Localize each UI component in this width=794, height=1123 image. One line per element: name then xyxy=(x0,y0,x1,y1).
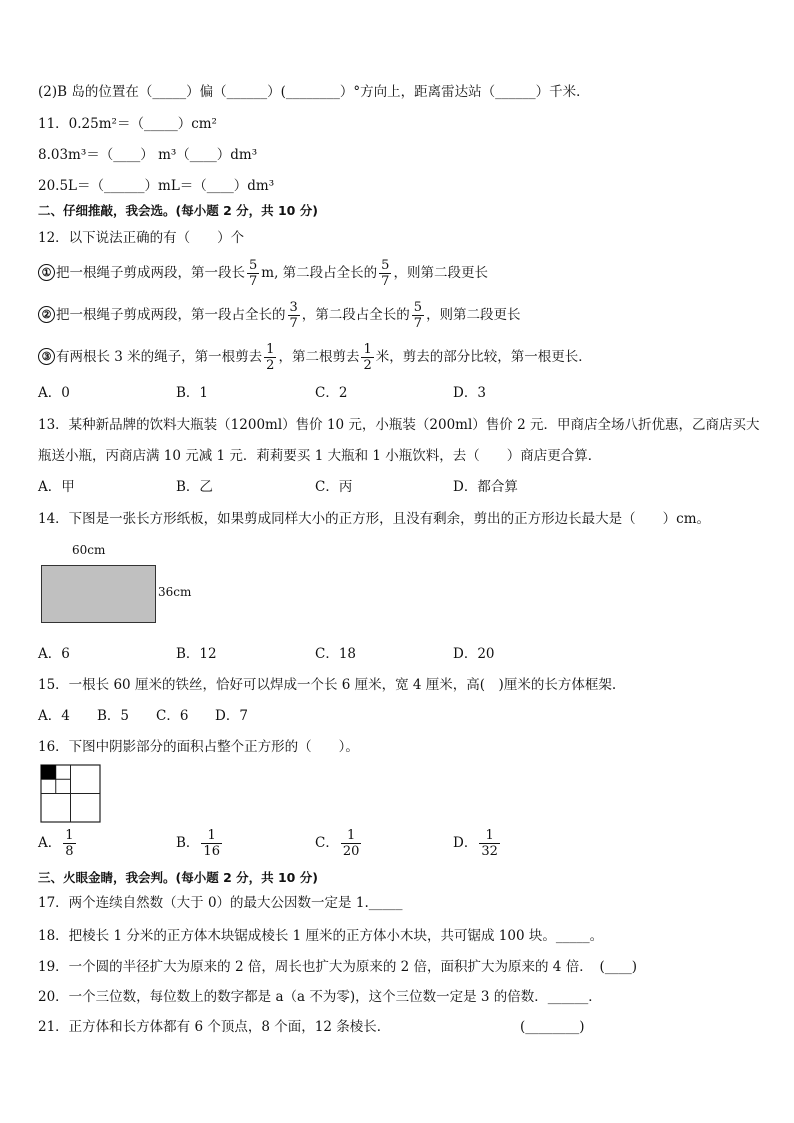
q15-option-c[interactable]: C．6 xyxy=(156,708,189,724)
q16-option-d[interactable]: D． $\frac{1}{32}$ xyxy=(453,828,498,859)
fraction: $\frac{1}{8}$ xyxy=(65,828,74,859)
q13-option-a[interactable]: A．甲 xyxy=(38,479,75,495)
q12-statement-3: ③ 有两根长 3 米的绳子，第一根剪去 $\frac{1}{2}$ ，第二根剪去 $\frac{1}{2}$ 米，剪去的部分比较，第一根更长． xyxy=(38,340,592,374)
q14-stem: 14．下图是一张长方形纸板，如果剪成同样大小的正方形，且没有剩余，剪出的正方形边长最大是（ ）cm。 xyxy=(38,511,711,527)
q12-statement-1: ① 把一根绳子剪成两段，第一段长 $\frac{5}{7}$ m, 第二段占全长的 $\frac{5}{7}$ ，则第二段更长 xyxy=(38,256,488,290)
rectangle-width-label: 60cm xyxy=(72,543,106,557)
q11-line1: 11．0.25m²＝（_____）cm² xyxy=(38,116,217,132)
shaded-square-figure xyxy=(40,764,102,824)
q16-option-c[interactable]: C． $\frac{1}{20}$ xyxy=(315,828,360,859)
fraction: $\frac{1}{2}$ xyxy=(363,342,372,373)
q12-stem: 12．以下说法正确的有（ ）个 xyxy=(38,230,245,246)
q13-line2: 瓶送小瓶，丙商店满 10 元减 1 元．莉莉要买 1 大瓶和 1 小瓶饮料，去（ ）商店更合算． xyxy=(38,448,602,464)
q15-option-b[interactable]: B．5 xyxy=(97,708,130,724)
fraction: $\frac{5}{7}$ xyxy=(249,258,258,289)
circled-number-1: ① xyxy=(38,264,55,281)
q12-option-c[interactable]: C．2 xyxy=(315,385,348,401)
q13-option-d[interactable]: D．都合算 xyxy=(453,479,518,495)
q21-answer-blank[interactable]: (________) xyxy=(520,1019,585,1035)
circled-number-2: ② xyxy=(38,306,55,323)
q21-statement: 21．正方体和长方体都有 6 个顶点，8 个面，12 条棱长． xyxy=(38,1019,391,1035)
circled-number-3: ③ xyxy=(38,348,55,365)
q14-option-a[interactable]: A．6 xyxy=(38,646,70,662)
q12-option-d[interactable]: D．3 xyxy=(453,385,486,401)
q16-stem: 16．下图中阴影部分的面积占整个正方形的（ ）。 xyxy=(38,739,359,755)
q15-option-a[interactable]: A．4 xyxy=(38,708,70,724)
q12-option-b[interactable]: B．1 xyxy=(176,385,209,401)
fraction: $\frac{1}{20}$ xyxy=(342,828,360,859)
q17-statement: 17．两个连续自然数（大于 0）的最大公因数一定是 1._____ xyxy=(38,895,403,911)
q12-statement-2: ② 把一根绳子剪成两段，第一段占全长的 $\frac{3}{7}$ ，第二段占全长的 $\frac{5}{7}$ ，则第二段更长 xyxy=(38,298,521,332)
q14-option-b[interactable]: B．12 xyxy=(176,646,217,662)
fraction: $\frac{5}{7}$ xyxy=(381,258,390,289)
q14-option-c[interactable]: C．18 xyxy=(315,646,357,662)
q13-line1: 13．某种新品牌的饮料大瓶装（1200ml）售价 10 元，小瓶装（200ml）售价 2 元．甲商店全场八折优惠，乙商店买大 xyxy=(38,417,760,433)
q13-option-b[interactable]: B．乙 xyxy=(176,479,213,495)
q11-line3: 20.5L＝（______）mL＝（____）dm³ xyxy=(38,178,275,194)
rectangle-height-label: 36cm xyxy=(158,585,192,599)
q14-option-d[interactable]: D．20 xyxy=(453,646,495,662)
q20-statement: 20．一个三位数，每位数上的数字都是 a（a 不为零)，这个三位数一定是 3 的倍数．______． xyxy=(38,989,602,1005)
shaded-cell xyxy=(41,765,56,779)
q18-statement: 18．把棱长 1 分米的正方体木块锯成棱长 1 厘米的正方体小木块，共可锯成 100 块。_____。 xyxy=(38,928,604,944)
q16-option-b[interactable]: B． $\frac{1}{16}$ xyxy=(176,828,220,859)
q10-part2: (2)B 岛的位置在（_____）偏（______）(________）°方向上，距离雷达站（______）千米． xyxy=(38,84,590,100)
fraction: $\frac{3}{7}$ xyxy=(289,300,298,331)
q13-option-c[interactable]: C．丙 xyxy=(315,479,353,495)
section2-title: 二、仔细推敲，我会选。(每小题 2 分，共 10 分) xyxy=(38,203,318,218)
q15-option-d[interactable]: D．7 xyxy=(215,708,248,724)
fraction: $\frac{5}{7}$ xyxy=(413,300,423,331)
fraction: $\frac{1}{32}$ xyxy=(481,828,498,859)
fraction: $\frac{1}{2}$ xyxy=(266,342,275,373)
section3-title: 三、火眼金睛，我会判。(每小题 2 分，共 10 分) xyxy=(38,870,318,885)
q11-line2: 8.03m³＝（____） m³（____）dm³ xyxy=(38,147,258,163)
q12-option-a[interactable]: A．0 xyxy=(38,385,70,401)
fraction: $\frac{1}{16}$ xyxy=(203,828,220,859)
cardboard-rectangle xyxy=(41,565,156,623)
q19-statement: 19．一个圆的半径扩大为原来的 2 倍，周长也扩大为原来的 2 倍，面积扩大为原来的 4 倍． (____) xyxy=(38,959,637,975)
q16-option-a[interactable]: A． $\frac{1}{8}$ xyxy=(38,828,74,859)
q15-stem: 15．一根长 60 厘米的铁丝，恰好可以焊成一个长 6 厘米，宽 4 厘米，高( )厘米的长方体框架. xyxy=(38,677,617,693)
